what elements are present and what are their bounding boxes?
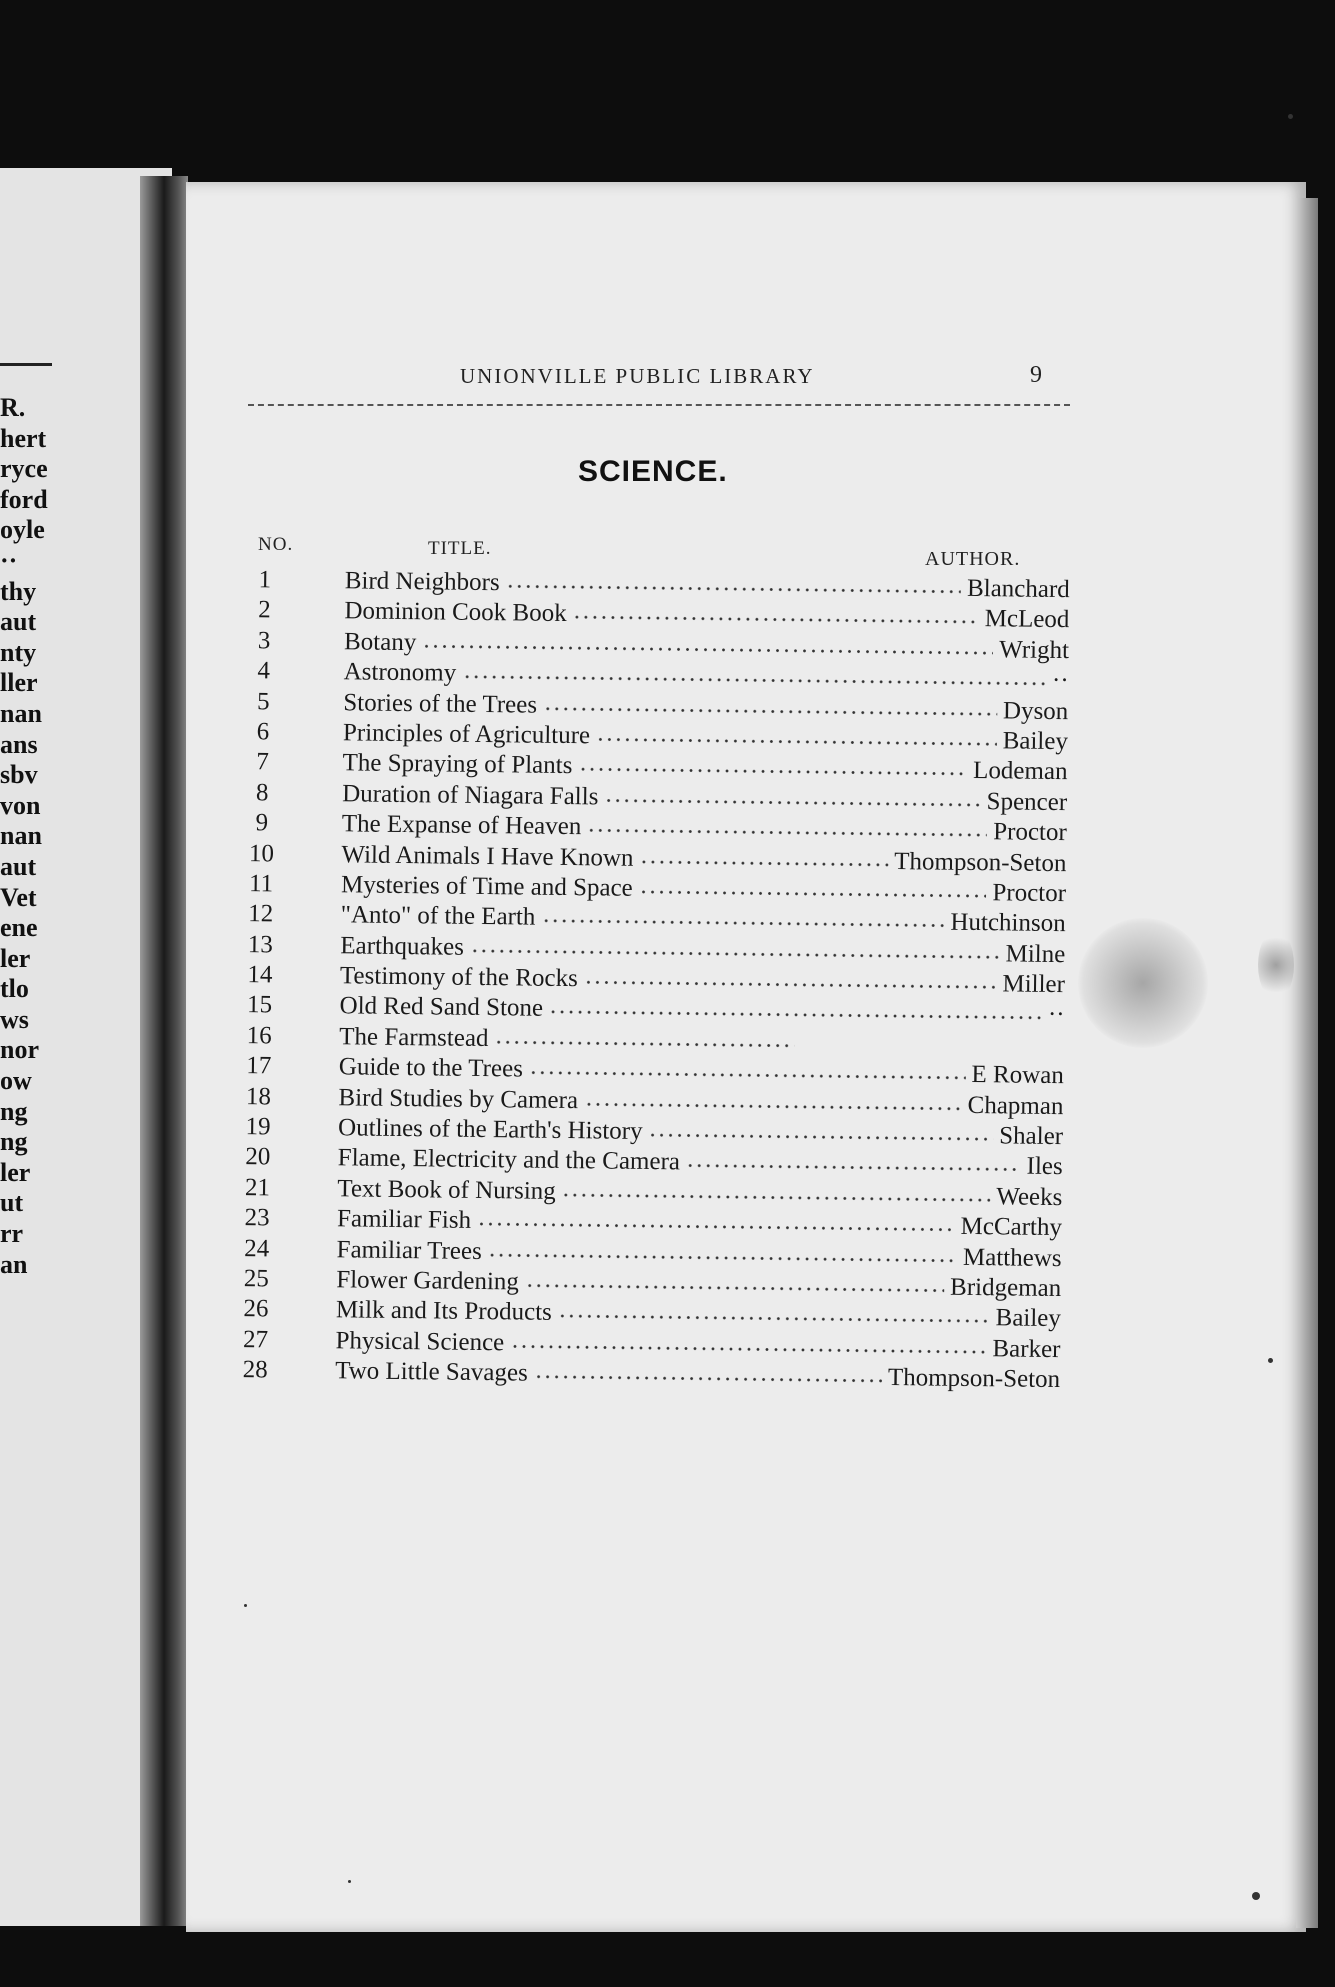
entry-author: Miller xyxy=(1002,970,1066,999)
dot-leader xyxy=(529,1069,966,1082)
dot-leader xyxy=(587,826,987,839)
entry-author: Chapman xyxy=(967,1091,1064,1120)
entry-number: 5 xyxy=(256,687,270,715)
column-header-title: TITLE. xyxy=(428,538,492,559)
entry-author: ·· xyxy=(1051,667,1069,695)
entry-number: 21 xyxy=(244,1173,271,1202)
left-page-fragment: Vet xyxy=(0,882,37,912)
entry-number: 1 xyxy=(258,566,272,594)
entry-number: 25 xyxy=(243,1265,269,1293)
entry-author: Milne xyxy=(1005,940,1066,968)
entry-author: Bailey xyxy=(995,1304,1062,1333)
page-edge xyxy=(1296,198,1318,1928)
left-page-fragment: R. xyxy=(0,393,26,422)
catalog-list xyxy=(230,566,1070,1397)
entry-author: Thompson-Seton xyxy=(894,847,1067,877)
entry-number: 14 xyxy=(247,961,273,989)
dot-leader xyxy=(558,1312,990,1325)
entry-author: Dyson xyxy=(1002,696,1069,725)
dot-leader xyxy=(506,582,961,596)
dot-leader xyxy=(488,1251,957,1265)
left-page-fragment: ryce xyxy=(0,454,48,484)
entry-author: Bridgeman xyxy=(949,1273,1062,1303)
dot-leader xyxy=(534,1373,882,1385)
entry-title: The Expanse of Heaven xyxy=(341,810,582,841)
entry-author: McLeod xyxy=(984,605,1070,634)
entry-number: 3 xyxy=(257,627,271,655)
book-gutter xyxy=(140,176,188,1926)
entry-title: Stories of the Trees xyxy=(343,688,538,719)
entry-title: Mysteries of Time and Space xyxy=(340,871,633,902)
entry-number: 24 xyxy=(244,1234,270,1262)
left-page-fragment: von xyxy=(0,790,41,820)
entry-author: Proctor xyxy=(992,879,1067,908)
entry-title: Outlines of the Earth's History xyxy=(337,1114,643,1145)
left-page-fragment: ws xyxy=(0,1004,29,1034)
entry-title: Flame, Electricity and the Camera xyxy=(337,1144,681,1176)
left-page-fragment: ng xyxy=(0,1096,28,1126)
left-page-fragment: thy xyxy=(0,576,37,606)
dot-leader xyxy=(477,1220,955,1234)
dot-leader xyxy=(543,704,997,718)
entry-title: Duration of Niagara Falls xyxy=(342,780,599,811)
left-page-fragment: aut xyxy=(0,607,37,637)
dust-speck xyxy=(1252,1892,1260,1900)
entry-number: 16 xyxy=(246,1021,272,1050)
running-head: UNIONVILLE PUBLIC LIBRARY xyxy=(460,364,815,388)
entry-author: Lodeman xyxy=(972,757,1068,786)
entry-title: Familiar Trees xyxy=(336,1235,482,1265)
entry-number: 18 xyxy=(245,1082,272,1111)
dot-leader xyxy=(470,947,1000,961)
header-rule xyxy=(248,404,1070,406)
entry-number: 23 xyxy=(244,1204,270,1232)
left-page-fragment: nan xyxy=(0,698,42,728)
entry-author: Proctor xyxy=(993,818,1067,847)
entry-number: 19 xyxy=(245,1113,271,1141)
entry-author: Bailey xyxy=(1002,727,1069,756)
dot-leader xyxy=(510,1342,986,1356)
dust-speck xyxy=(348,1880,351,1883)
dot-leader xyxy=(686,1162,1021,1174)
entry-title: Milk and Its Products xyxy=(335,1296,553,1327)
page-number: 9 xyxy=(1030,362,1042,388)
entry-title: Wild Animals I Have Known xyxy=(341,840,634,872)
entry-number: 20 xyxy=(245,1143,271,1171)
left-page-fragment: ng xyxy=(0,1127,28,1157)
dot-leader xyxy=(648,1131,993,1143)
entry-author: Blanchard xyxy=(966,574,1070,604)
left-page-fragment: nty xyxy=(0,637,37,667)
entry-number: 9 xyxy=(255,809,269,837)
entry-author: ·· xyxy=(1047,1001,1065,1029)
dust-speck xyxy=(244,1604,247,1607)
entry-title: Familiar Fish xyxy=(336,1205,472,1235)
entry-title: Earthquakes xyxy=(340,931,465,961)
dot-leader xyxy=(639,888,987,900)
left-page-fragment: oyle xyxy=(0,515,45,545)
left-page-fragment: ller xyxy=(0,668,38,698)
entry-author: Thompson-Seton xyxy=(887,1364,1061,1394)
entry-title: Bird Studies by Camera xyxy=(338,1083,579,1114)
entry-title: Text Book of Nursing xyxy=(337,1175,556,1205)
left-page-fragment: aut xyxy=(0,851,37,881)
entry-title: Guide to the Trees xyxy=(338,1053,524,1083)
section-title: SCIENCE. xyxy=(578,455,728,488)
left-page-fragment: ut xyxy=(0,1188,24,1218)
entry-number: 6 xyxy=(256,718,270,746)
entry-number: 15 xyxy=(246,991,273,1019)
left-page-fragment: ans xyxy=(0,729,38,759)
entry-title: Dominion Cook Book xyxy=(344,597,567,628)
entry-title: Testimony of the Rocks xyxy=(339,962,578,993)
dot-leader xyxy=(494,1038,794,1050)
entry-number: 13 xyxy=(247,930,274,959)
entry-author: Barker xyxy=(992,1335,1061,1363)
left-page-fragment: hert xyxy=(0,423,47,453)
dot-leader xyxy=(584,1100,962,1113)
dust-speck xyxy=(1288,114,1293,119)
entry-title: Old Red Sand Stone xyxy=(339,992,544,1023)
dot-leader xyxy=(578,765,967,778)
entry-author: Matthews xyxy=(962,1243,1062,1272)
entry-number: 11 xyxy=(248,870,274,898)
left-page-rule xyxy=(0,363,52,366)
left-page-fragment: rr xyxy=(0,1219,24,1249)
entry-title: Botany xyxy=(343,628,417,656)
entry-title: Bird Neighbors xyxy=(344,567,500,597)
entry-number: 28 xyxy=(242,1356,268,1384)
entry-title: Physical Science xyxy=(335,1326,505,1357)
entry-number: 27 xyxy=(242,1325,269,1354)
dot-leader xyxy=(584,978,997,991)
entry-title: Principles of Agriculture xyxy=(342,719,591,750)
dot-leader xyxy=(562,1191,991,1204)
entry-number: 26 xyxy=(243,1295,269,1323)
entry-number: 17 xyxy=(246,1052,272,1080)
entry-title: The Farmstead xyxy=(339,1023,489,1052)
column-header-no: NO. xyxy=(258,534,294,555)
left-page-text-fragments xyxy=(0,393,48,1280)
dot-leader xyxy=(462,673,1046,688)
entry-title: Flower Gardening xyxy=(336,1266,520,1296)
ink-smudge xyxy=(1078,918,1208,1048)
entry-author: Wright xyxy=(999,636,1070,664)
left-page-fragment: nan xyxy=(0,821,42,851)
left-page-fragment: sbv xyxy=(0,760,38,790)
entry-author: Spencer xyxy=(986,787,1068,816)
entry-author: Shaler xyxy=(999,1122,1064,1151)
left-page-fragment: ler xyxy=(0,1157,31,1187)
dot-leader xyxy=(549,1008,1042,1022)
dot-leader xyxy=(639,857,888,868)
entry-number: 10 xyxy=(248,839,275,867)
entry-title: Astronomy xyxy=(343,658,457,687)
left-page-fragment: tlo xyxy=(0,974,29,1004)
entry-number: 7 xyxy=(256,748,270,776)
entry-number: 4 xyxy=(257,657,271,685)
ink-smudge-edge xyxy=(1258,930,1294,1000)
entry-number: 8 xyxy=(255,778,269,807)
left-page-fragment: ene xyxy=(0,913,38,943)
entry-author: Hutchinson xyxy=(950,909,1066,938)
dot-leader xyxy=(604,796,980,809)
dot-leader xyxy=(422,642,993,657)
dot-leader xyxy=(541,917,944,930)
left-page-fragment: ow xyxy=(0,1066,32,1096)
left-page-fragment: an xyxy=(0,1249,28,1279)
entry-title: The Spraying of Plants xyxy=(342,749,573,780)
left-page-fragment: ·· xyxy=(0,545,18,575)
entry-title: Two Little Savages xyxy=(335,1357,528,1387)
entry-author: Weeks xyxy=(996,1183,1063,1211)
column-header-author: AUTHOR. xyxy=(925,548,1021,570)
entry-title: "Anto" of the Earth xyxy=(340,901,536,931)
left-page-fragment: ford xyxy=(0,484,48,514)
entry-number: 12 xyxy=(248,900,274,928)
entry-number: 2 xyxy=(258,596,271,624)
left-page-fragment: ler xyxy=(0,943,31,973)
dot-leader xyxy=(596,735,997,748)
entry-author: McCarthy xyxy=(960,1213,1063,1242)
left-page-fragment: nor xyxy=(0,1035,39,1065)
dust-speck xyxy=(1268,1358,1273,1363)
dot-leader xyxy=(525,1282,944,1295)
dot-leader xyxy=(573,613,979,626)
entry-author: E Rowan xyxy=(971,1061,1064,1090)
entry-author: Iles xyxy=(1026,1153,1063,1181)
